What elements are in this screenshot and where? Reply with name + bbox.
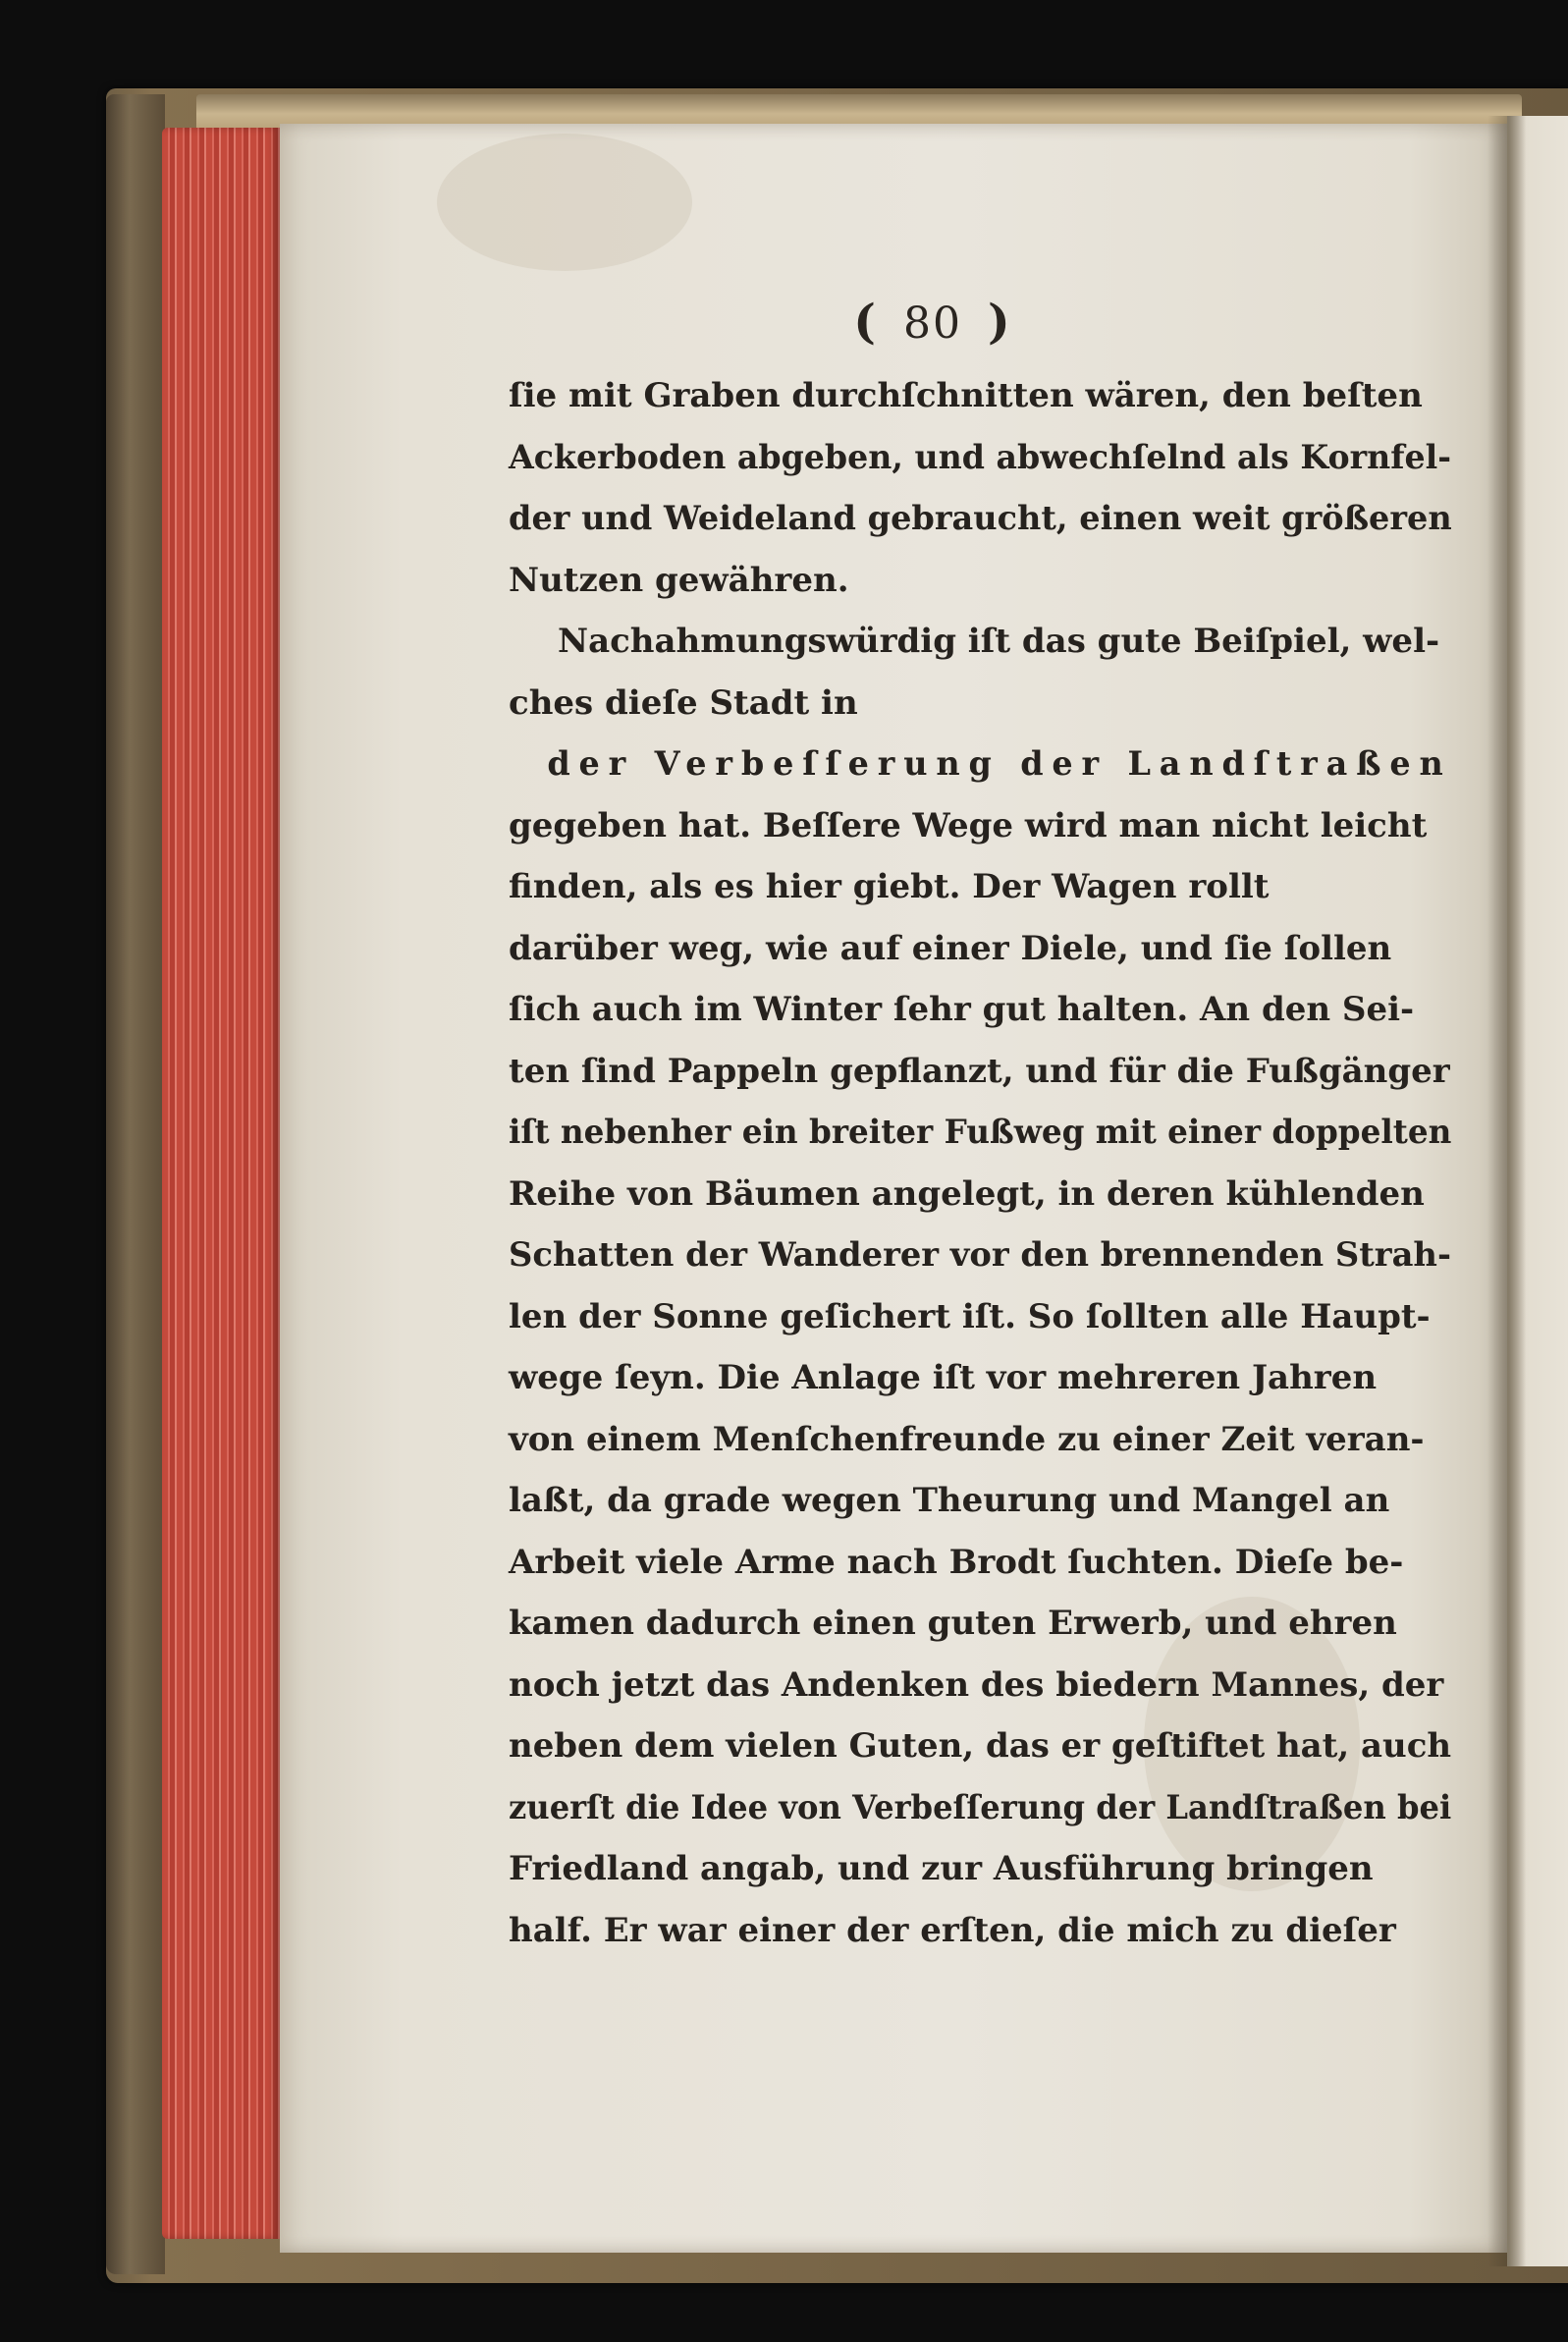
- gutter-shadow: [1487, 116, 1527, 2266]
- text-line: Nachahmungswürdig iſt das gute Beiſpiel, wel-: [558, 622, 1440, 661]
- text-line: Schatten der Wanderer vor den brennenden Strah-: [509, 1235, 1451, 1275]
- text-line: iſt nebenher ein breiter Fußweg mit einer doppelten: [509, 1113, 1452, 1152]
- text-line: zuerſt die Idee von Verbeſſerung der Landſtraßen bei: [509, 1787, 1452, 1827]
- text-line: half. Er war einer der erſten, die mich zu dieſer: [509, 1910, 1396, 1950]
- text-line: Reihe von Bäumen angelegt, in deren kühlenden: [509, 1173, 1425, 1214]
- text-line: Arbeit viele Arme nach Brodt ſuchten. Dieſe be-: [509, 1542, 1404, 1582]
- text-line: ſich auch im Winter ſehr gut halten. An den Sei-: [509, 990, 1415, 1029]
- paper-stain: [437, 134, 692, 271]
- book-spine: [106, 94, 165, 2274]
- text-line: finden, als es hier giebt. Der Wagen rollt: [509, 867, 1270, 906]
- text-line: Friedland angab, und zur Ausführung bringen: [509, 1849, 1374, 1888]
- text-line: gegeben hat. Beſſere Wege wird man nicht leicht: [509, 805, 1428, 845]
- text-line: ſie mit Graben durchſchnitten wären, den beſten: [509, 376, 1423, 415]
- page-header: [805, 295, 1060, 363]
- text-line: neben dem vielen Guten, das er geſtiftet hat, auch: [509, 1726, 1452, 1766]
- page-number: 80: [903, 299, 962, 349]
- text-line: len der Sonne geſichert iſt. So ſollten alle Haupt-: [509, 1296, 1431, 1336]
- text-line: ches dieſe Stadt in: [509, 682, 858, 723]
- red-page-edges: [162, 128, 280, 2239]
- text-line: noch jetzt das Andenken des biedern Mannes, der: [509, 1664, 1444, 1705]
- text-line: darüber weg, wie auf einer Diele, und ſie ſollen: [509, 928, 1392, 968]
- text-line: laßt, da grade wegen Theurung und Mangel an: [509, 1481, 1390, 1520]
- text-line: der und Weideland gebraucht, einen weit größeren: [509, 499, 1452, 538]
- header-paren-left: (: [853, 295, 878, 350]
- text-line: Nutzen gewähren.: [509, 560, 849, 600]
- text-line: Ackerboden abgeben, und abwechſelnd als Kornfel-: [509, 437, 1452, 477]
- text-line: kamen dadurch einen guten Erwerb, und ehren: [509, 1604, 1397, 1643]
- text-line: von einem Menſchenfreunde zu einer Zeit veran-: [509, 1419, 1425, 1459]
- body-text: [509, 365, 1452, 1961]
- text-line: ten ſind Pappeln gepflanzt, und für die Fußgänger: [509, 1051, 1450, 1091]
- header-paren-right: ): [988, 295, 1012, 350]
- text-line: der Verbeſſerung der Landſtraßen: [547, 744, 1452, 784]
- text-line: wege ſeyn. Die Anlage iſt vor mehreren Jahren: [509, 1358, 1378, 1397]
